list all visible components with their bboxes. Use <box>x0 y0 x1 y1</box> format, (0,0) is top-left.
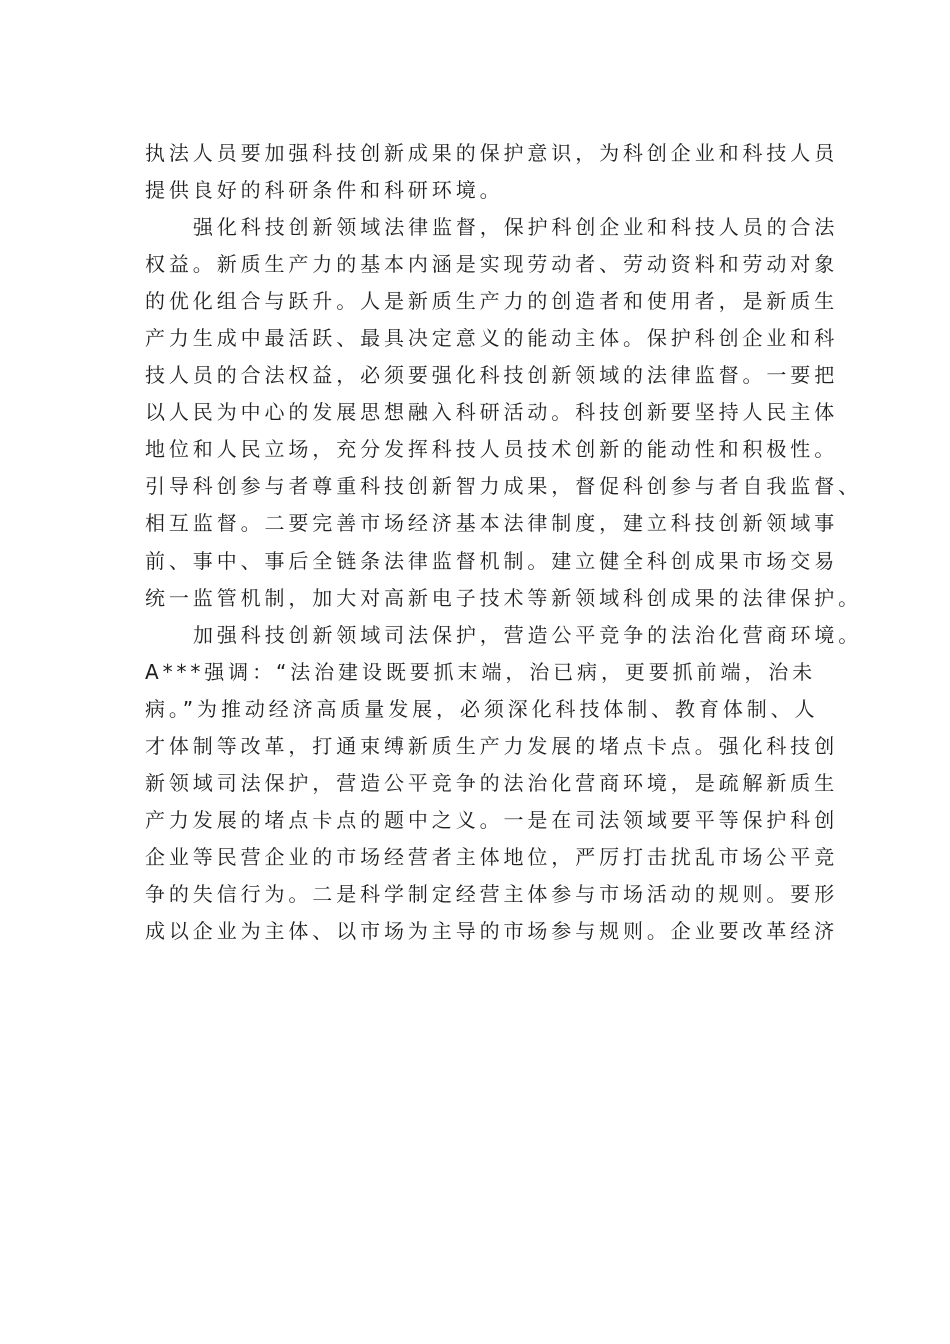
text-line: 争的失信行为。二是科学制定经营主体参与市场活动的规则。要形 <box>145 881 839 906</box>
text-line: 的优化组合与跃升。人是新质生产力的创造者和使用者，是新质生 <box>145 289 839 314</box>
paragraph <box>145 618 863 951</box>
text-line: 引导科创参与者尊重科技创新智力成果，督促科创参与者自我监督、 <box>145 474 862 499</box>
text-line: 以人民为中心的发展思想融入科研活动。科技创新要坚持人民主体 <box>145 400 839 425</box>
paragraph <box>145 136 839 210</box>
text-line: 产力发展的堵点卡点的题中之义。一是在司法领域要平等保护科创 <box>145 807 839 832</box>
text-line: 成以企业为主体、以市场为主导的市场参与规则。企业要改革经济 <box>145 918 839 943</box>
text-line: 执法人员要加强科技创新成果的保护意识，为科创企业和科技人员 <box>145 141 839 165</box>
paragraph <box>145 210 862 618</box>
text-line: 相互监督。二要完善市场经济基本法律制度，建立科技创新领域事 <box>145 511 839 536</box>
text-line: 前、事中、事后全链条法律监督机制。建立健全科创成果市场交易 <box>145 548 839 573</box>
text-line: 病。”为推动经济高质量发展，必须深化科技体制、教育体制、人 <box>145 696 819 721</box>
text-line: 新领域司法保护，营造公平竞争的法治化营商环境，是疏解新质生 <box>145 770 839 795</box>
text-line: A***强调：“法治建设既要抓末端，治已病，更要抓前端，治未 <box>145 659 817 684</box>
text-line: 技人员的合法权益，必须要强化科技创新领域的法律监督。一要把 <box>145 363 839 388</box>
text-line: 才体制等改革，打通束缚新质生产力发展的堵点卡点。强化科技创 <box>145 733 839 758</box>
text-line: 提供良好的科研条件和科研环境。 <box>145 178 504 203</box>
text-line: 地位和人民立场，充分发挥科技人员技术创新的能动性和积极性。 <box>145 437 839 462</box>
text-line: 企业等民营企业的市场经营者主体地位，严厉打击扰乱市场公平竞 <box>145 844 839 869</box>
text-line: 强化科技创新领域法律监督，保护科创企业和科技人员的合法 <box>193 215 839 240</box>
text-line: 权益。新质生产力的基本内涵是实现劳动者、劳动资料和劳动对象 <box>145 252 839 277</box>
document-body <box>145 136 863 951</box>
text-line: 产力生成中最活跃、最具决定意义的能动主体。保护科创企业和科 <box>145 326 839 351</box>
text-line: 加强科技创新领域司法保护，营造公平竞争的法治化营商环境。 <box>193 622 863 647</box>
text-line: 统一监管机制，加大对高新电子技术等新领域科创成果的法律保护。 <box>145 585 862 610</box>
